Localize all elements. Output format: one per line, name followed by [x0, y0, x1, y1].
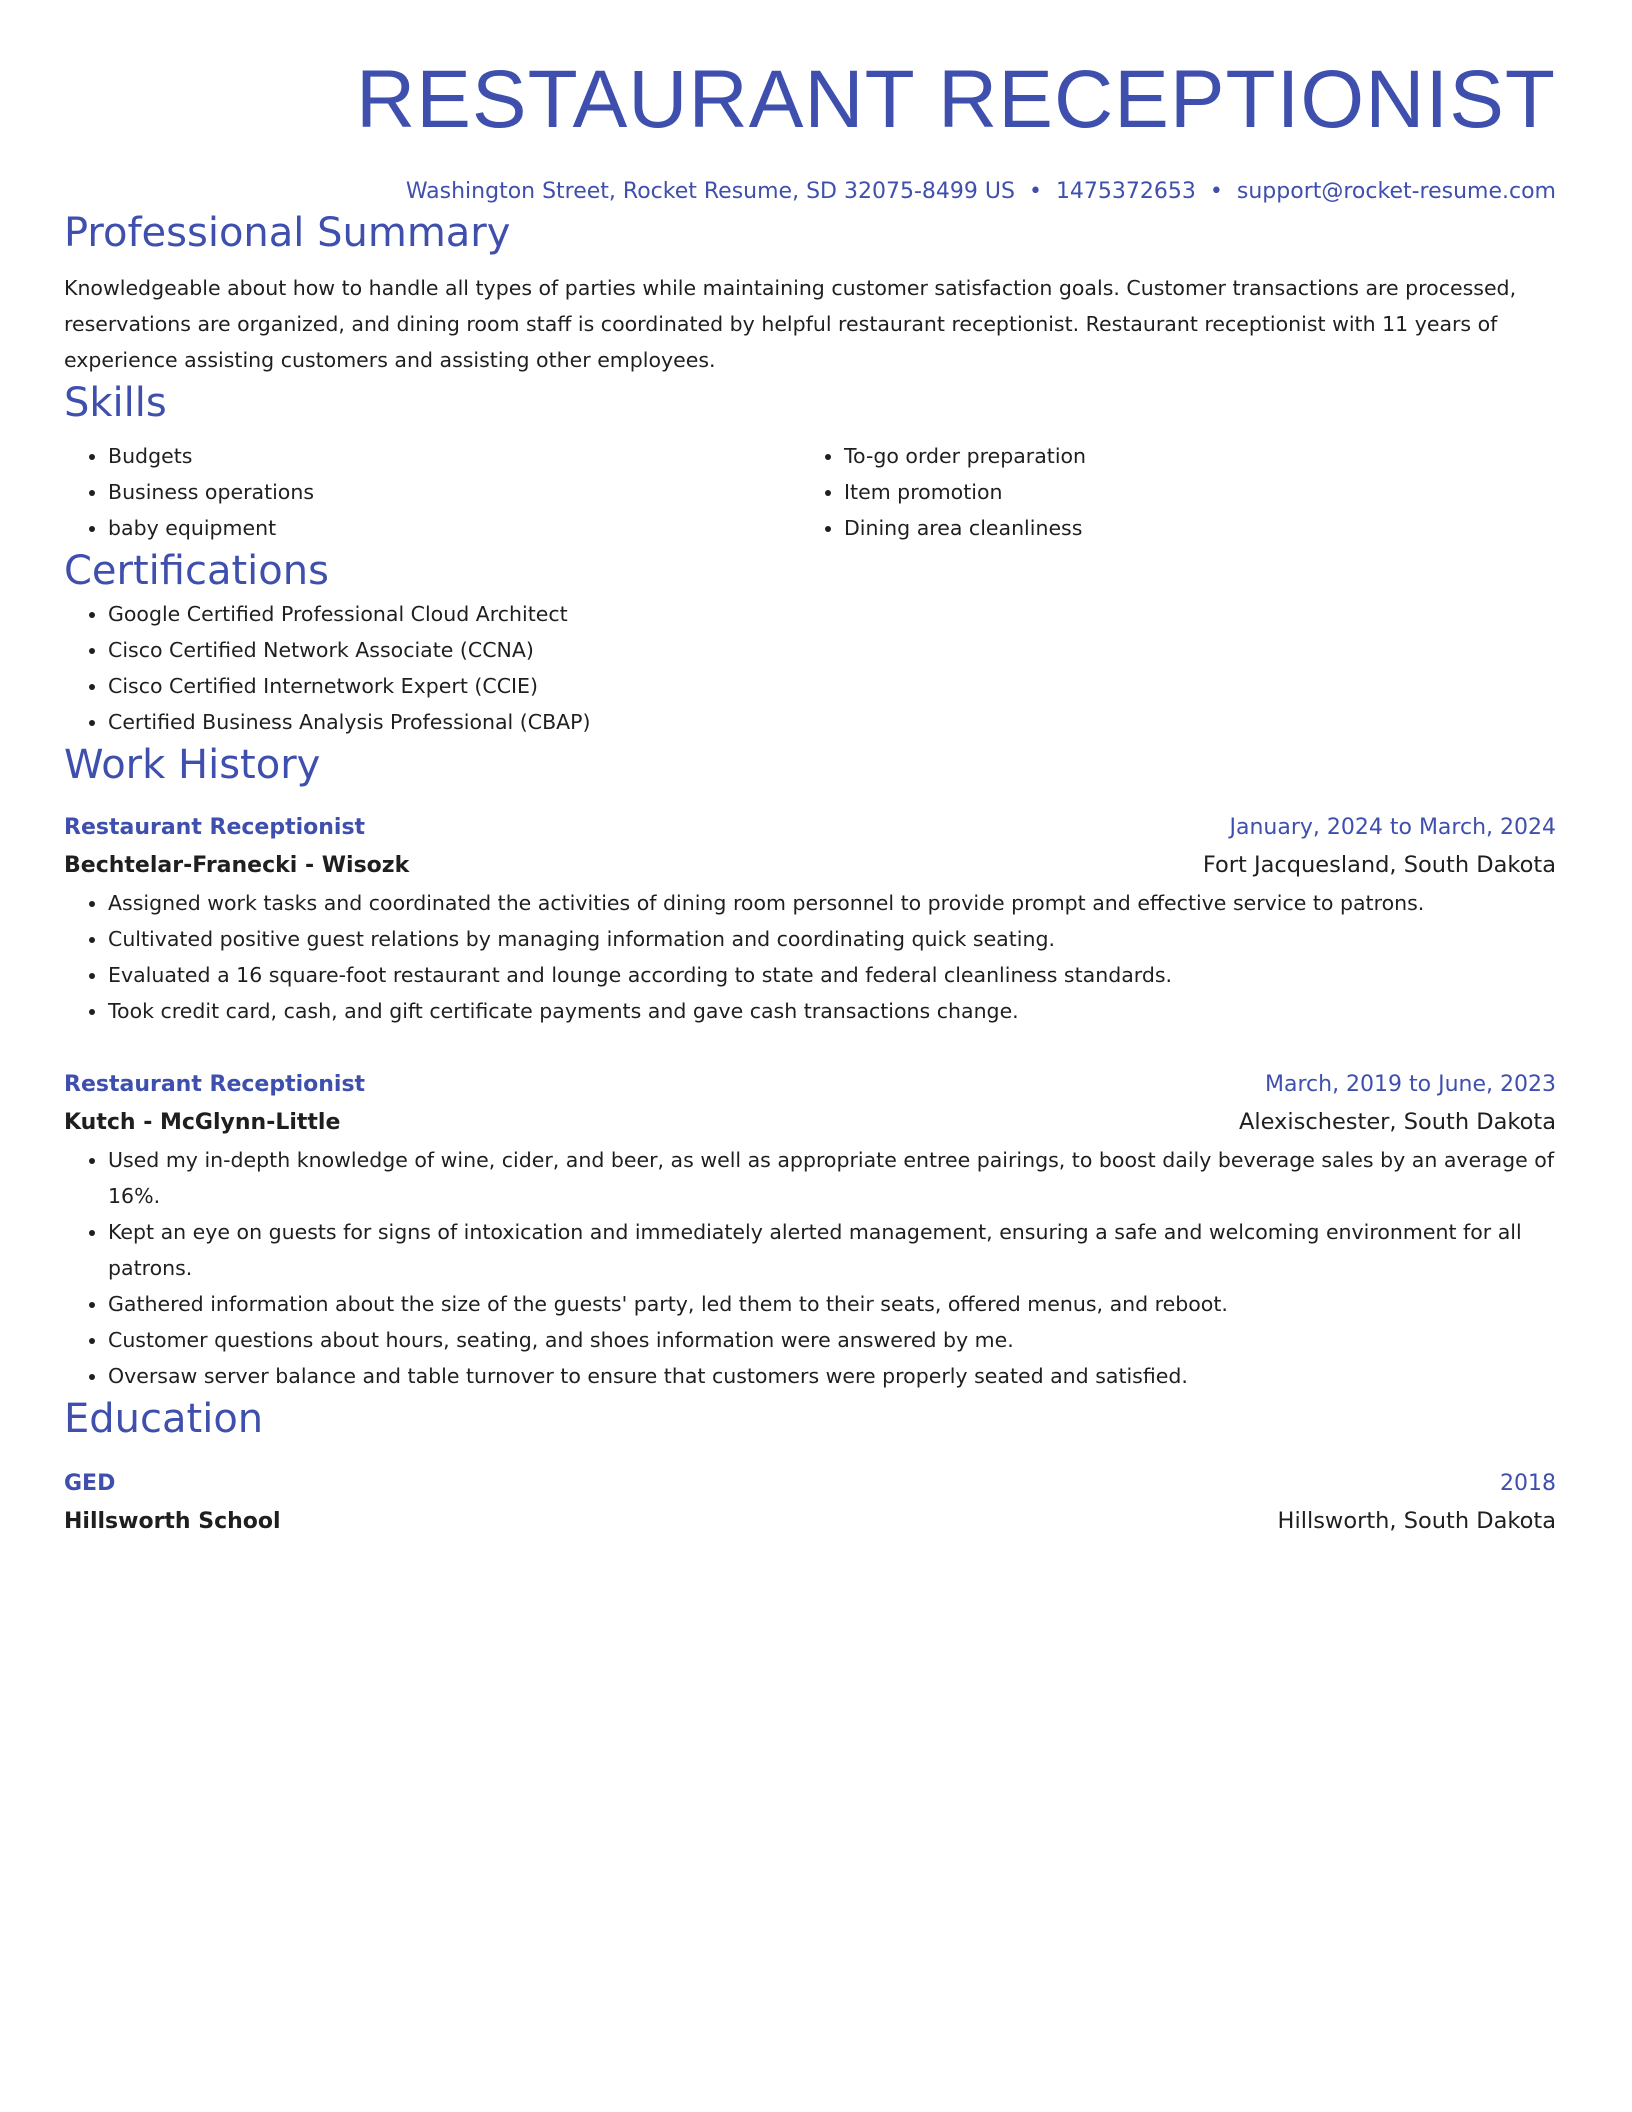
education-year: 2018	[1500, 1471, 1556, 1496]
job-duty: • Cultivated positive guest relations by managing information and coordinating quick seating.	[108, 921, 1556, 957]
skill-item: • baby equipment	[108, 510, 800, 546]
contact-address: Washington Street, Rocket Resume, SD 32075-8499 US	[405, 179, 1015, 204]
job-duty: • Assigned work tasks and coordinated the activities of dining room personnel to provide prompt and effective service to patrons.	[108, 885, 1556, 921]
skills-column-right	[800, 438, 1536, 546]
certification-item: • Cisco Certified Network Associate (CCNA)	[108, 632, 1556, 668]
job-company-row	[64, 846, 1556, 885]
job-header-row	[64, 1067, 1556, 1103]
job-duty: • Kept an eye on guests for signs of intoxication and immediately alerted management, ensuring a safe and welcoming environment for all patrons.	[108, 1214, 1556, 1286]
certification-item: • Google Certified Professional Cloud Architect	[108, 596, 1556, 632]
education-school: Hillsworth School	[64, 1509, 281, 1534]
job-company: Bechtelar-Franecki - Wisozk	[64, 853, 410, 878]
resume-header	[64, 0, 1556, 208]
job-role: Restaurant Receptionist	[64, 815, 366, 840]
contact-phone: 1475372653	[1055, 179, 1196, 204]
skills-grid	[64, 438, 1556, 546]
job-duty: • Gathered information about the size of the guests' party, led them to their seats, offered menus, and reboot.	[108, 1286, 1556, 1322]
job-duty: • Used my in-depth knowledge of wine, cider, and beer, as well as appropriate entree pairings, to boost daily beverage sales by an average of 16%.	[108, 1142, 1556, 1214]
resume-page	[64, 0, 1556, 1541]
job-location: Fort Jacquesland, South Dakota	[1202, 852, 1556, 878]
job-company: Kutch - McGlynn-Little	[64, 1110, 341, 1135]
job-dates: January, 2024 to March, 2024	[1229, 815, 1556, 840]
certifications-heading: Certifications	[64, 548, 329, 594]
education-degree: GED	[64, 1471, 116, 1496]
education-location: Hillsworth, South Dakota	[1277, 1508, 1556, 1534]
candidate-title: RESTAURANT RECEPTIONIST	[356, 54, 1556, 145]
skills-list-right	[800, 438, 1536, 546]
job-role: Restaurant Receptionist	[64, 1072, 366, 1097]
certification-item: • Certified Business Analysis Professional (CBAP)	[108, 704, 1556, 740]
job-dates: March, 2019 to June, 2023	[1265, 1072, 1556, 1097]
skills-heading: Skills	[64, 380, 167, 426]
education-heading: Education	[64, 1396, 264, 1442]
summary-text: Knowledgeable about how to handle all types of parties while maintaining customer satisfaction goals. Customer transactions are processed, reservations are organized, and dining room staff is coordinated by helpful restaurant receptionist. Restaurant receptionist with 11 years of experience assisting customers and assisting other employees.	[64, 276, 1517, 372]
education-entry	[64, 1466, 1556, 1541]
job-duties-list	[64, 885, 1556, 1029]
skill-item: • Item promotion	[844, 474, 1536, 510]
certification-item: • Cisco Certified Internetwork Expert (CCIE)	[108, 668, 1556, 704]
job-duty: • Took credit card, cash, and gift certificate payments and gave cash transactions change.	[108, 993, 1556, 1029]
job-entry	[64, 810, 1556, 1029]
skills-list-left	[64, 438, 800, 546]
contact-separator: •	[1028, 179, 1042, 204]
work-history-heading: Work History	[64, 742, 321, 788]
contact-separator: •	[1209, 179, 1223, 204]
skill-item: • Dining area cleanliness	[844, 510, 1536, 546]
summary-heading: Professional Summary	[64, 210, 511, 256]
job-location: Alexischester, South Dakota	[1238, 1109, 1556, 1135]
contact-line	[64, 176, 1556, 208]
education-header-row	[64, 1466, 1556, 1502]
certifications-list	[64, 596, 1556, 740]
job-duty: • Customer questions about hours, seating, and shoes information were answered by me.	[108, 1322, 1556, 1358]
education-school-row	[64, 1502, 1556, 1541]
job-header-row	[64, 810, 1556, 846]
job-entry	[64, 1067, 1556, 1394]
job-duty: • Evaluated a 16 square-foot restaurant and lounge according to state and federal cleanliness standards.	[108, 957, 1556, 993]
skill-item: • Business operations	[108, 474, 800, 510]
skills-column-left	[64, 438, 800, 546]
skill-item: • Budgets	[108, 438, 800, 474]
contact-email: support@rocket-resume.com	[1236, 179, 1556, 204]
skill-item: • To-go order preparation	[844, 438, 1536, 474]
job-duty: • Oversaw server balance and table turnover to ensure that customers were properly seated and satisfied.	[108, 1358, 1556, 1394]
job-duties-list	[64, 1142, 1556, 1394]
job-company-row	[64, 1103, 1556, 1142]
